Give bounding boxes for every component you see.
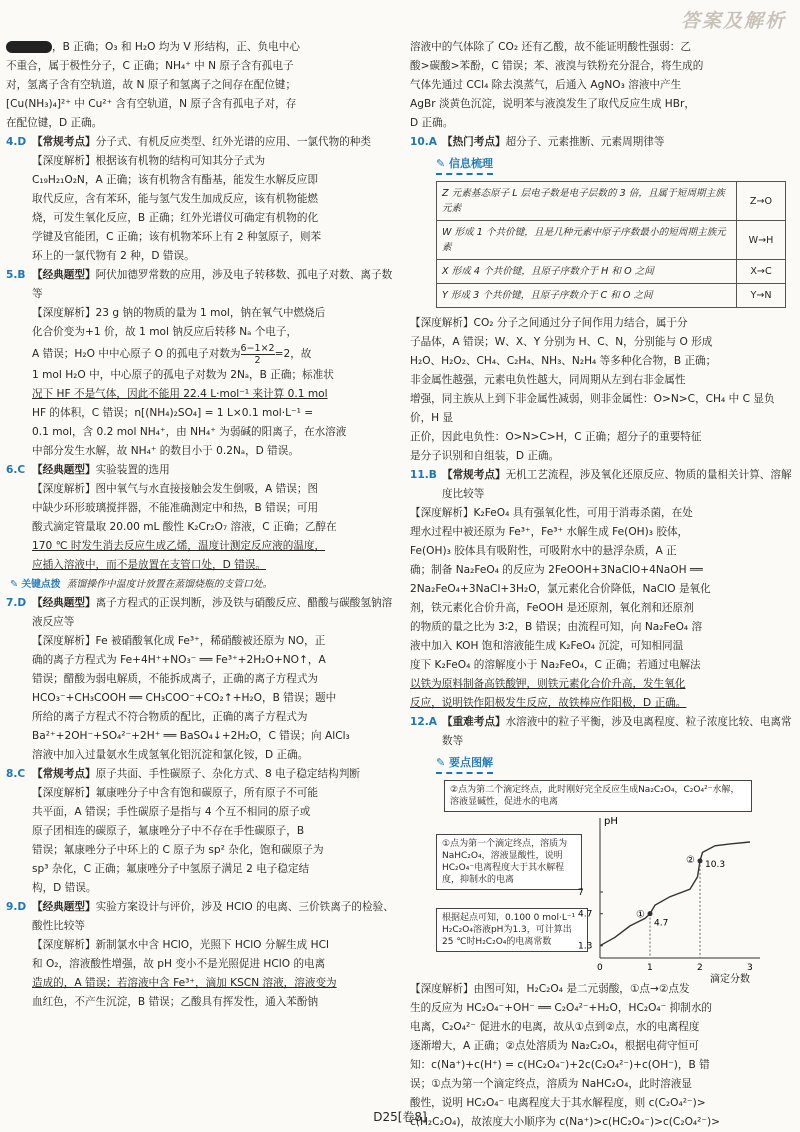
key-tip: ✎ 关键点拨 蒸馏操作中温度计放置在蒸馏烧瓶的支管口处。	[10, 579, 273, 590]
q11-analysis: 【深度解析】K₂FeO₄ 具有强氧化性，可用于消毒杀菌，在处 理水过程中被还原为 Fe³⁺，Fe³⁺ 水解生成 Fe(OH)₃ 胶体， Fe(OH)₃ 胶体具有吸附性，可吸附水中的悬浮杂质，A 正 确；制备 Na₂FeO₄ 的反应为 2FeOOH+3NaClO+4NaOH ══ 2Na₂FeO₄+3NaCl+3H₂O，氯元素化合价降低，NaClO 是氧化 剂，铁元素化合价升高，FeOOH 是还原剂，氧化剂和还原剂 的物质的量之比为 3∶2，B 错误；由流程可知，向 Na₂FeO₄ 溶 液中加入 KOH 饱和溶液能生成 K₂FeO₄ 沉淀，可知相同温 度下 K₂FeO₄ 的溶解度小于 Na₂FeO₄，C 正确；若通过电解法 以铁为原料制备高铁酸钾，则铁元素化合价升高，发生氧化 反应，说明铁作阳极发生反应，故铁棒应作阳极，D 正确。	[410, 507, 711, 709]
table-row: W 形成 1 个共价键，且是几种元素中原子序数最小的短周期主族元素 W→H	[437, 221, 786, 260]
q9-tail-line: 溶液中的气体除了 CO₂ 还有乙酸，故不能证明酸性强弱：乙	[410, 41, 691, 53]
note-point-1: ①点为第一个滴定终点，溶质为NaHC₂O₄，溶液显酸性，说明HC₂O₄⁻电离程度大于其水解程度，抑制水的电离	[436, 834, 582, 890]
pencil-icon: ✎	[436, 157, 450, 170]
q3-tail-line: ，B 正确；O₃ 和 H₂O 均为 V 形结构，正、负电中心	[6, 38, 398, 57]
q3-tail-line: 在配位键，D 正确。	[6, 117, 103, 129]
titration-curve	[600, 842, 750, 946]
question-4: 4.D 【常规考点】分子式、有机反应类型、红外光谱的应用、一氯代物的种类	[6, 133, 398, 152]
q10-analysis: 【深度解析】CO₂ 分子之间通过分子间作用力结合，属于分 子晶体，A 错误；W、X、Y 分别为 H、C、N，分别能与 O 形成 H₂O、H₂O₂、CH₄、C₂H₄、NH₃、N₂H₄ 等多种化合物，B 正确； 非金属性越强，元素电负性越大，同周期从左到右非金属性 增强，同主族从上到下非金属性减弱，则非金属性：O>N>C，CH₄ 中 C 显负价，H 显 正价，因此电负性：O>N>C>H，C 正确；超分子的重要特征 是分子识别和自组装，D 正确。	[410, 317, 775, 462]
point-2-mark: ②	[686, 854, 695, 866]
q9-tail-line: D 正确。	[410, 117, 454, 129]
page-footer: D25[卷8]	[373, 1110, 427, 1124]
question-number: 8.C	[6, 768, 26, 780]
q12-analysis: 【深度解析】由图可知，H₂C₂O₄ 是二元弱酸，①点→②点发 生的反应为 HC₂O₄⁻+OH⁻ ══ C₂O₄²⁻+H₂O，HC₂O₄⁻ 抑制水的 电离，C₂O₄²⁻ 促进水的电离，故从①点到②点，水的电离程度 逐渐增大，A 正确；②点处溶质为 Na₂C₂O₄，根据电荷守恒可 知：c(Na⁺)+c(H⁺) = c(HC₂O₄⁻)+2c(C₂O₄²⁻)+c(OH⁻)，B 错 误；①点为第一个滴定终点，溶质为 NaHC₂O₄，此时溶液显 酸性，说明 HC₂O₄⁻ 电离程度大于其水解程度，则 c(C₂O₄²⁻)> c(H₂C₂O₄)，故浓度大小顺序为 c(Na⁺)>c(HC₂O₄⁻)>c(C₂O₄²⁻)>	[410, 983, 721, 1128]
section-title: ✎ 信息梳理	[436, 154, 493, 175]
y-axis-label: pH	[604, 816, 618, 827]
question-number: 5.B	[6, 269, 26, 281]
question-11: 11.B 【常规考点】无机工艺流程，涉及氧化还原反应、物质的量相关计算、溶解度比较等	[410, 466, 792, 504]
q7-analysis: 【深度解析】Fe 被硝酸氧化成 Fe³⁺，稀硝酸被还原为 NO，正 确的离子方程式为 Fe+4H⁺+NO₃⁻ ══ Fe³⁺+2H₂O+NO↑，A 错误；醋酸为弱电解质，不能拆成离子，正确的离子方程式为 HCO₃⁻+CH₃COOH ══ CH₃COO⁻+CO₂↑+H₂O，B 错误；题中 所给的离子方程式不符合物质的配比，正确的离子方程式为 Ba²⁺+2OH⁻+SO₄²⁻+2H⁺ ══ BaSO₄↓+2H₂O，C 错误；向 AlCl₃ 溶液中加入过量氨水生成氢氧化铝沉淀和氯化铵，D 正确。	[32, 635, 350, 761]
fraction: $\frac{6-1\times 2}{2}$	[240, 342, 275, 366]
x-axis-label: 滴定分数	[710, 974, 750, 985]
question-10: 10.A 【热门考点】超分子、元素推断、元素周期律等	[410, 133, 792, 152]
pencil-icon: ✎	[10, 579, 22, 590]
table-row: X 形成 4 个共价键，且原子序数介于 H 和 O 之间 X→C	[437, 260, 786, 284]
data-point	[698, 858, 703, 863]
titration-chart	[436, 780, 766, 985]
point-2-value: 10.3	[705, 859, 726, 870]
table-row: Y 形成 3 个共价键，且原子序数介于 C 和 O 之间 Y→N	[437, 284, 786, 308]
note-start: 根据起点可知，0.100 0 mol·L⁻¹ H₂C₂O₄溶液pH为1.3，可计算出25 ℃时H₂C₂O₄的电离常数	[436, 908, 588, 952]
q9-tail-line: 气体先通过 CCl₄ 除去溴蒸气，后通入 AgNO₃ 溶液中产生	[410, 79, 682, 91]
question-number: 6.C	[6, 464, 26, 476]
question-12: 12.A 【重难考点】水溶液中的粒子平衡，涉及电离程度、粒子浓度比较、电离常数等	[410, 713, 792, 751]
left-column	[6, 38, 398, 1012]
q8-analysis: 【深度解析】氟康唑分子中含有饱和碳原子，所有原子不可能 共平面，A 错误；手性碳原子是指与 4 个互不相同的原子或 原子团相连的碳原子，氟康唑分子中不存在手性碳原子，B 错误；氟康唑分子中环上的 C 原子为 sp² 杂化，饱和碳原子为 sp³ 杂化，C 正确；氟康唑分子中氢原子满足 2 电子稳定结 构，D 错误。	[32, 787, 324, 894]
smudge-icon	[6, 41, 52, 53]
x-tick-label: 0	[597, 963, 603, 973]
question-6: 6.C 【经典题型】实验装置的选用	[6, 461, 398, 480]
note-point-2: ②点为第二个滴定终点，此时刚好完全反应生成Na₂C₂O₄，C₂O₄²⁻水解，溶液显碱性，促进水的电离	[444, 780, 752, 812]
y-tick-label: 7	[578, 888, 584, 898]
question-number: 7.D	[6, 597, 27, 609]
q3-tail-line: 不重合，属于极性分子，C 正确；NH₄⁺ 中 N 原子含有孤电子	[6, 60, 294, 72]
point-1-mark: ①	[636, 909, 645, 921]
question-8: 8.C 【常规考点】原子共面、手性碳原子、杂化方式、8 电子稳定结构判断	[6, 765, 398, 784]
data-point	[648, 911, 653, 916]
question-number: 12.A	[410, 716, 437, 728]
q3-tail-line: 对，氢离子含有空轨道，故 N 原子和氢离子之间存在配位键；	[6, 79, 297, 91]
q9-analysis: 【深度解析】新制氯水中含 HClO，光照下 HClO 分解生成 HCl 和 O₂，溶液酸性增强，故 pH 变小不是光照促进 HClO 的电离 造成的，A 错误；若溶液中含 Fe³⁺，滴加 KSCN 溶液，溶液变为 血红色，不产生沉淀，B 错误；乙酸具有挥发性，通入苯酚钠	[32, 939, 337, 1008]
question-number: 4.D	[6, 136, 27, 148]
question-5: 5.B 【经典题型】阿伏加德罗常数的应用，涉及电子转移数、孤电子对数、离子数等	[6, 266, 398, 304]
titration-figure	[436, 780, 766, 985]
info-table	[436, 181, 786, 308]
question-9: 9.D 【经典题型】实验方案设计与评价，涉及 HClO 的电离、三价铁离子的检验、酸性比较等	[6, 898, 398, 936]
x-tick-label: 3	[747, 963, 753, 973]
question-7: 7.D 【经典题型】离子方程式的正误判断，涉及铁与硝酸反应、醋酸与碳酸氢钠溶液反应等	[6, 594, 398, 632]
question-number: 10.A	[410, 136, 437, 148]
q3-tail-line: [Cu(NH₃)₄]²⁺ 中 Cu²⁺ 含有空轨道，N 原子含有孤电子对，存	[6, 98, 297, 110]
q6-analysis: 【深度解析】图中氧气与水直接接触会发生倒吸，A 错误；图 中缺少环形玻璃搅拌器，不能准确测定中和热，B 错误；可用 酸式滴定管量取 20.00 mL 酸性 K₂Cr₂O₇ 溶液，C 正确；乙醇在 170 ℃ 时发生消去反应生成乙烯，温度计测定反应液的温度， 应插入溶液中，而不是放置在支管口处，D 错误。	[32, 483, 337, 571]
question-number: 11.B	[410, 469, 437, 481]
pencil-icon: ✎	[436, 756, 450, 769]
y-tick-label: 1.3	[578, 941, 593, 952]
q5-analysis: 【深度解析】23 g 钠的物质的量为 1 mol，钠在氧气中燃烧后 化合价变为+1 价，故 1 mol 钠反应后转移 Nₐ 个电子， A 错误；H₂O 中中心原子 O 的孤电子对数为 $\frac{6-1\times 2}{2}$ =2，故 1 mol H₂O 中，中心原子的孤电子对数为 2Nₐ，B 正确；标准状 况下 HF 不是气体，因此不能用 22.4 L·mol⁻¹ 来计算 0.1 mol HF 的体积，C 错误；n[(NH₄)₂SO₄] = 1 L×0.1 mol·L⁻¹ = 0.1 mol，含 0.2 mol NH₄⁺，由 NH₄⁺ 为弱碱的阳离子，在水溶液 中部分发生水解，故 NH₄⁺ 的数目小于 0.2Nₐ，D 错误。	[32, 307, 347, 457]
question-number: 9.D	[6, 901, 27, 913]
y-tick-label: 4.7	[578, 909, 593, 920]
section-title: ✎ 要点图解	[436, 753, 493, 774]
table-row: Z 元素基态原子 L 层电子数是电子层数的 3 倍，且属于短周期主族元素 Z→O	[437, 182, 786, 221]
q9-tail-line: AgBr 淡黄色沉淀，说明苯与液溴发生了取代反应生成 HBr，	[410, 98, 695, 110]
right-column	[410, 38, 792, 1132]
q4-analysis: 【深度解析】根据该有机物的结构可知其分子式为 C₁₉H₂₁O₂N，A 正确；该有机物含有酯基，能发生水解反应即 取代反应，含有苯环，能与氢气发生加成反应，该有机物能燃 烧，可发生氧化反应，B 正确；红外光谱仪可确定有机物的化 学键及官能团，C 正确；该有机物苯环上有 2 种氢原子，则苯 环上的一氯代物有 2 种，D 错误。	[32, 155, 322, 262]
x-tick-label: 2	[697, 963, 703, 973]
point-1-value: 4.7	[654, 918, 669, 929]
page-header: 答案及解析	[680, 10, 786, 32]
q9-tail-line: 酸>碳酸>苯酚，C 错误；苯、液溴与铁粉充分混合，将生成的	[410, 60, 704, 72]
x-tick-label: 1	[647, 963, 653, 973]
